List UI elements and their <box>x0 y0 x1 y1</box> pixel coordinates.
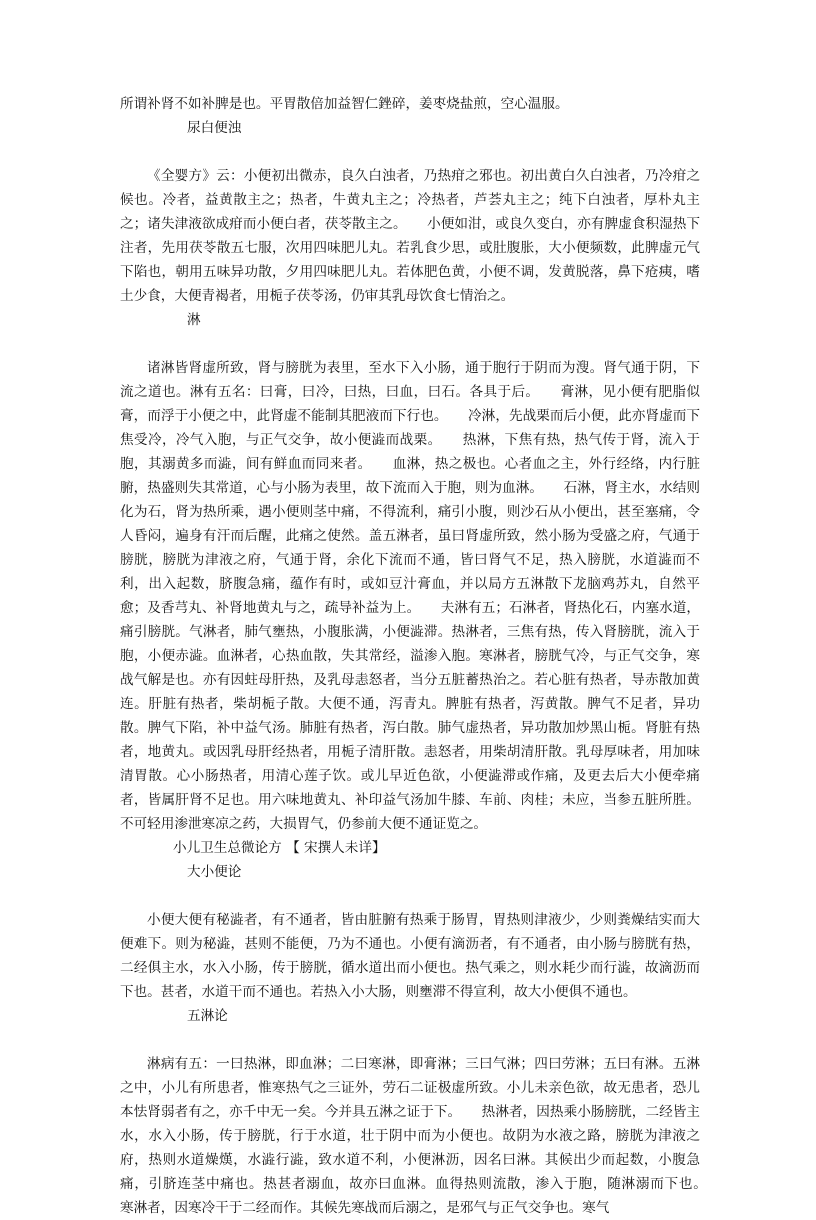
body-paragraph: 所谓补肾不如补脾是也。平胃散倍加益智仁銼碎，姜枣烧盐煎，空心温服。 <box>120 96 569 112</box>
spacer <box>120 140 700 164</box>
body-paragraph: 《全婴方》云：小便初出微赤，良久白浊者，乃热疳之邪也。初出黄白久白浊者，乃冷疳之候也。冷者，益黄散主之；热者，牛黄丸主之；冷热者，芦荟丸主之；纯下白浊者，厚朴丸主之；诸失津液欲成疳而小便白者，茯苓散主之。 小便如泔，或良久变白，亦有脾虚食积湿热下注者，先用茯苓散五七服，次用四味肥儿丸。若乳食少思，或肚腹胀，大小便频数，此脾虚元气下陷也，朝用五味异功散，夕用四味肥儿丸。若体肥色黄，小便不调，发黄脱落，鼻下疮痍，嗜土少食，大便青褐者，用栀子茯苓汤，仍审其乳母饮食七情治之。 <box>120 168 700 304</box>
section-heading: 五淋论 <box>187 1008 228 1024</box>
document-page <box>120 92 728 1220</box>
spacer <box>120 332 700 356</box>
spacer <box>120 1028 700 1052</box>
body-paragraph: 小便大便有秘澁者，有不通者，皆由脏腑有热乘于肠胃，胃热则津液少，少则粪燥结实而大便难下。则为秘澁，甚则不能便，乃为不通也。小便有滴沥者，有不通者，由小肠与膀胱有热，二经俱主水，水入小肠，传于膀胱，循水道出而小便也。热气乘之，则水耗少而行澁，故滴沥而下也。甚者，水道干而不通也。若热入小大肠，则壅滞不得宣利，故大小便俱不通也。 <box>120 912 700 1000</box>
spacer <box>120 884 700 908</box>
source-heading: 小儿卫生总微论方 【 宋撰人未详】 <box>173 840 386 856</box>
body-paragraph: 诸淋皆肾虚所致，肾与膀胱为表里，至水下入小肠，通于胞行于阴而为溲。肾气通于阴，下流之道也。淋有五名：曰膏，曰冷，曰热，曰血，曰石。各具于后。 膏淋，见小便有肥脂似膏，而浮于小便之中，此肾虚不能制其肥液而下行也。 冷淋，先战栗而后小便，此亦肾虚而下焦受冷，冷气入胞，与正气交争，故小便澁而战栗。 热淋，下焦有热，热气传于肾，流入于胞，其溺黄多而澁，间有鲜血而同来者。 血淋，热之极也。心者血之主，外行经络，内行脏腑，热盛则失其常道，心与小肠为表里，故下流而入于胞，则为血淋。 石淋，肾主水，水结则化为石，肾为热所乘，遇小便则茎中痛，不得流利，痛引小腹，则沙石从小便出，甚至塞痛，令人昏闷，遍身有汗而后醒，此痛之使然。盖五淋者，虽曰肾虚所致，然小肠为受盛之府，气通于膀胱，膀胱为津液之府，气通于肾，余化下流而不通，皆曰肾气不足，热入膀胱，水道澁而不利，出入起数，脐腹急痛，蕴作有时，或如豆汁膏血，并以局方五淋散下龙脑鸡苏丸，自然平愈；及香芎丸、补肾地黄丸与之，疏导补益为上。 夫淋有五；石淋者，肾热化石，内塞水道，痛引膀胱。气淋者，肺气壅热，小腹胀满，小便澁滞。热淋者，三焦有热，传入肾膀胱，流入于胞，小便赤澁。血淋者，心热血散，失其常经，溢渗入胞。寒淋者，膀胱气冷，与正气交争，寒战气解是也。亦有因蛀母肝热，及乳母恚怒者，当分五脏蓄热治之。若心脏有热者，导赤散加黄连。肝脏有热者，柴胡栀子散。大便不通，泻青丸。脾脏有热者，泻黄散。脾气不足者，异功散。脾气下陷，补中益气汤。肺脏有热者，泻白散。肺气虚热者，异功散加炒黑山栀。肾脏有热者，地黄丸。或因乳母肝经热者，用栀子清肝散。恚怒者，用柴胡清肝散。乳母厚味者，用加味清胃散。心小肠热者，用清心莲子饮。或儿早近色欲，小便澁滞或作痛，及更去后大小便牵痛者，皆属肝肾不足也。用六味地黄丸、补印益气汤加牛膝、车前、肉桂；未应，当参五脏所胜。不可轻用渗泄寒凉之药，大损胃气，仍参前大便不通证览之。 <box>120 360 700 832</box>
section-heading: 尿白便浊 <box>187 120 242 136</box>
section-heading: 淋 <box>187 312 201 328</box>
section-heading: 大小便论 <box>187 864 242 880</box>
body-paragraph: 淋病有五：一曰热淋，即血淋；二曰寒淋，即膏淋；三曰气淋；四曰劳淋；五曰有淋。五淋之中，小儿有所患者，惟寒热气之三证外，劳石二证极虚所致。小儿未亲色欲，故无患者，恐儿本怯肾弱者有之，亦千中无一矣。今并具五淋之证于下。 热淋者，因热乘小肠膀胱，二经皆主水，水入小肠，传于膀胱，行于水道，壮于阴中而为小便也。故阴为水液之路，膀胱为津液之府，热则水道燥熯，水澁行澁，致水道不利，小便淋沥，因名曰淋。其候出少而起数，小腹急痛，引脐连茎中痛也。热甚者溺血，故亦曰血淋。血得热则流散，渗入于胞，随淋溺而下也。 寒淋者，因寒冷干于二经而作。其候先寒战而后溺之，是邪气与正气交争也。寒气 <box>120 1056 728 1216</box>
